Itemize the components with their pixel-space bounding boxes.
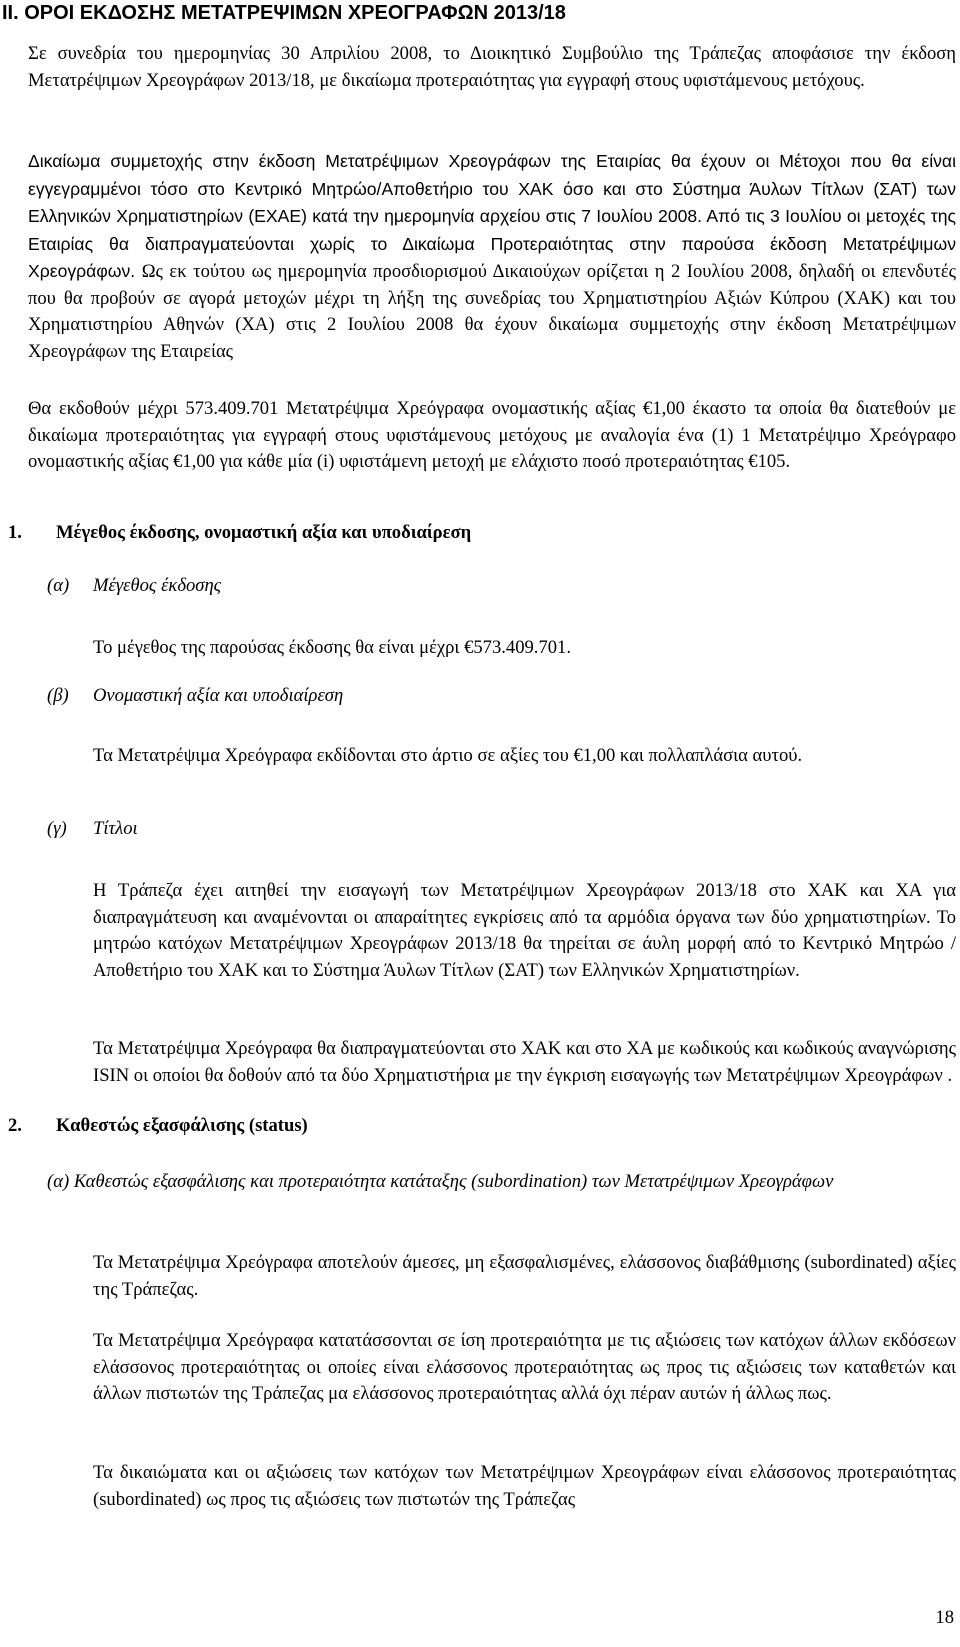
section-1b-label: (β) [47, 685, 69, 706]
rights-paragraph-sans-text: Δικαίωμα συμμετοχής στην έκδοση Μετατρέψιμων Χρεογράφων της Εταιρίας θα έχουν οι Μέτοχοι που θα είναι εγγεγραμμένοι τόσο στο Κεντρικό Μητρώο/Αποθετήριο του ΧΑΚ όσο και στο Σύστημα Άυλων Τίτλων (ΣΑΤ) των Ελληνικών Χρηματιστηρίων (ΕΧΑΕ) κατά την ημερομηνία αρχείου στις 7 Ιουλίου 2008. Από τις 3 Ιουλίου οι μετοχές της Εταιρίας θα διαπραγματεύονται χωρίς το Δικαίωμα Προτεραιότητας στην παρούσα έκδοση Μετατρέψιμων Χρεογράφων. [28, 151, 956, 281]
issue-paragraph: Θα εκδοθούν μέχρι 573.409.701 Μετατρέψιμα Χρεόγραφα ονομαστικής αξίας €1,00 έκαστο τα οποία θα διατεθούν με δικαίωμα προτεραιότητας για εγγραφή στους υφιστάμενους μετόχους με αναλογία ένα (1) 1 Μετατρέψιμο Χρεόγραφο ονομαστικής αξίας €1,00 για κάθε μία (i) υφιστάμενη μετοχή με ελάχιστο ποσό προτεραιότητας €105. [28, 398, 956, 472]
section-1c-text-2: Τα Μετατρέψιμα Χρεόγραφα θα διαπραγματεύονται στο ΧΑΚ και στο ΧΑ με κωδικούς και κωδικούς αναγνώρισης ISIN οι οποίοι θα δοθούν από τα δύο Χρηματιστήρια με την έγκριση εισαγωγής των Μετατρέψιμων Χρεογράφων . [93, 1038, 956, 1086]
page-number: 18 [935, 1607, 954, 1628]
section-2a-label: (α) [47, 1171, 70, 1192]
page-title: ΙΙ. ΟΡΟΙ ΕΚΔΟΣΗΣ ΜΕΤΑΤΡΕΨΙΜΩΝ ΧΡΕΟΓΡΑΦΩΝ 2013/18 [2, 2, 566, 24]
section-1c-title: Τίτλοι [93, 818, 138, 839]
section-1-title: Μέγεθος έκδοσης, ονομαστική αξία και υποδιαίρεση [56, 522, 472, 543]
section-2-number: 2. [8, 1115, 22, 1136]
section-2a-text-1: Τα Μετατρέψιμα Χρεόγραφα αποτελούν άμεσες, μη εξασφαλισμένες, ελάσσονος διαβάθμισης (subordinated) αξίες της Τράπεζας. [93, 1252, 956, 1300]
section-1c-label: (γ) [47, 818, 67, 839]
section-1c-text-1: Η Τράπεζα έχει αιτηθεί την εισαγωγή των Μετατρέψιμων Χρεογράφων 2013/18 στο ΧΑΚ και ΧΑ για διαπραγμάτευση και αναμένονται οι απαραίτητες εγκρίσεις από τα αρμόδια όργανα των δύο χρηματιστηρίων. Το μητρώο κατόχων Μετατρέψιμων Χρεογράφων 2013/18 θα τηρείται σε άυλη μορφή από το Κεντρικό Μητρώο / Αποθετήριο του ΧΑΚ και το Σύστημα Άυλων Τίτλων (ΣΑΤ) των Ελληνικών Χρηματιστηρίων. [93, 880, 956, 981]
section-1b-title: Ονομαστική αξία και υποδιαίρεση [93, 685, 344, 706]
section-2a-title: Καθεστώς εξασφάλισης και προτεραιότητα κατάταξης (subordination) των Μετατρέψιμων Χρεογράφων [73, 1171, 834, 1192]
section-2a-text-2: Τα Μετατρέψιμα Χρεόγραφα κατατάσσονται σε ίση προτεραιότητα με τις αξιώσεις των κατόχων άλλων εκδόσεων ελάσσονος προτεραιότητας οι οποίες είναι ελάσσονος προτεραιότητας ως προς τις αξιώσεις των καταθετών και άλλων πιστωτών της Τράπεζας μα ελάσσονος προτεραιότητας αλλά όχι πέραν αυτών ή άλλως πως. [93, 1330, 956, 1404]
section-1a-text: Το μέγεθος της παρούσας έκδοσης θα είναι μέχρι €573.409.701. [93, 637, 571, 658]
section-2a-text-3: Τα δικαιώματα και οι αξιώσεις των κατόχων των Μετατρέψιμων Χρεογράφων είναι ελάσσονος προτεραιότητας (subordinated) ως προς τις αξιώσεις των πιστωτών της Τράπεζας [93, 1462, 956, 1510]
rights-paragraph-serif-text: Ως εκ τούτου ως ημερομηνία προσδιορισμού Δικαιούχων ορίζεται η 2 Ιουλίου 2008, δηλαδή οι επενδυτές που θα προβούν σε αγορά μετοχών μέχρι τη λήξη της συνεδρίας του Χρηματιστηρίου Αξιών Κύπρου (ΧΑΚ) και του Χρηματιστηρίου Αθηνών (ΧΑ) στις 2 Ιουλίου 2008 θα έχουν δικαίωμα συμμετοχής στην έκδοση Μετατρέψιμων Χρεογράφων της Εταιρείας [28, 261, 956, 362]
section-1a-title: Μέγεθος έκδοσης [93, 575, 222, 596]
section-2-title: Καθεστώς εξασφάλισης (status) [56, 1115, 308, 1136]
section-1a-label: (α) [47, 575, 70, 596]
rights-paragraph [28, 148, 956, 365]
section-1-number: 1. [8, 522, 22, 543]
section-2a-heading [47, 1169, 956, 1196]
section-1b-text: Τα Μετατρέψιμα Χρεόγραφα εκδίδονται στο άρτιο σε αξίες του €1,00 και πολλαπλάσια αυτού. [93, 745, 803, 766]
intro-paragraph: Σε συνεδρία του ημερομηνίας 30 Απριλίου 2008, το Διοικητικό Συμβούλιο της Τράπεζας αποφάσισε την έκδοση Μετατρέψιμων Χρεογράφων 2013/18, με δικαίωμα προτεραιότητας για εγγραφή στους υφιστάμενους μετόχους. [28, 43, 956, 91]
